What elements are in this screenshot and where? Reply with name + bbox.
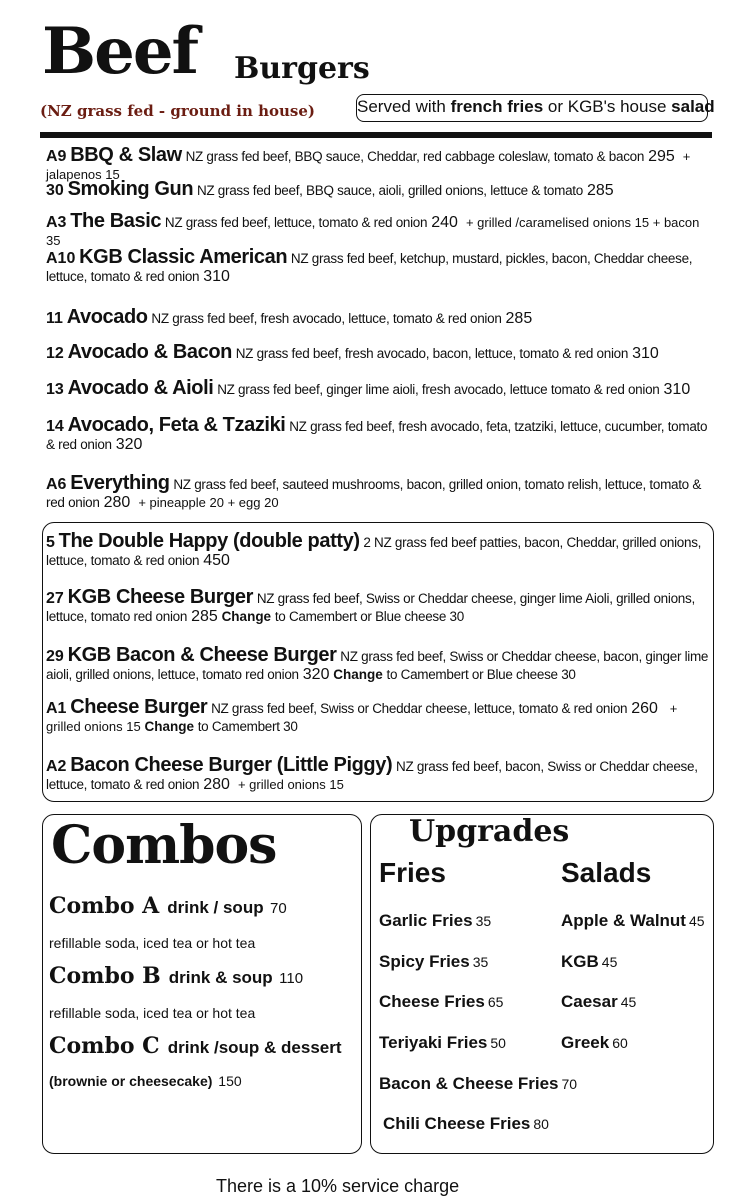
subtitle-grass-fed: (NZ grass fed - ground in house) <box>40 102 316 120</box>
burger-item: 29 KGB Bacon & Cheese Burger NZ grass fed beef, Swiss or Cheddar cheese, bacon, ginger lime aioli, grilled onions, lettuce, tomato red onion 320 Change to Camembert or Blue cheese 30 <box>46 644 709 683</box>
header-divider <box>40 132 712 138</box>
burger-item: A6 Everything NZ grass fed beef, sauteed mushrooms, bacon, grilled onion, tomato relish, lettuce, tomato & red onion 280 + pineapple 20 + egg 20 <box>46 472 702 511</box>
fries-item: Teriyaki Fries 50 <box>379 1033 506 1052</box>
salad-item: Greek 60 <box>561 1033 628 1052</box>
fries-item: Spicy Fries 35 <box>379 952 489 971</box>
salad-item: Apple & Walnut 45 <box>561 911 705 930</box>
combo-item: Combo C drink /soup & dessert <box>49 1033 342 1059</box>
combo-note: refillable soda, iced tea or hot tea <box>49 935 256 951</box>
combos-box <box>42 814 362 1154</box>
burger-item: A3 The Basic NZ grass fed beef, lettuce, tomato & red onion 240 + grilled /caramelised onions 15 + bacon 35 <box>46 210 700 248</box>
burger-item: 12 Avocado & Bacon NZ grass fed beef, fresh avocado, bacon, lettuce, tomato & red onion 310 <box>46 341 659 363</box>
fries-heading: Fries <box>379 857 446 888</box>
burger-item: A9 BBQ & Slaw NZ grass fed beef, BBQ sauce, Cheddar, red cabbage coleslaw, tomato & bacon 295 + jalapenos 15 <box>46 144 691 182</box>
burger-item: 5 The Double Happy (double patty) 2 NZ grass fed beef patties, bacon, Cheddar, grilled onions, lettuce, tomato & red onion 450 <box>46 530 702 569</box>
burger-item: A10 KGB Classic American NZ grass fed beef, ketchup, mustard, pickles, bacon, Cheddar cheese, lettuce, tomato & red onion 310 <box>46 246 693 285</box>
service-charge-note: There is a 10% service charge <box>216 1176 460 1196</box>
fries-item: Chili Cheese Fries 80 <box>383 1114 549 1133</box>
burger-item: 27 KGB Cheese Burger NZ grass fed beef, Swiss or Cheddar cheese, ginger lime Aioli, grilled onions, lettuce, tomato red onion 285 Change to Camembert or Blue cheese 30 <box>46 586 695 625</box>
burger-item: 30 Smoking Gun NZ grass fed beef, BBQ sauce, aioli, grilled onions, lettuce & tomato 285 <box>46 178 614 200</box>
salad-item: Caesar 45 <box>561 992 637 1011</box>
served-with-note: Served with french fries or KGB's house salad <box>356 94 708 122</box>
title-beef: Beef <box>42 14 198 89</box>
combo-item: Combo B drink & soup 110 <box>49 963 304 989</box>
combo-note: (brownie or cheesecake) 150 <box>49 1073 242 1089</box>
burger-item: 11 Avocado NZ grass fed beef, fresh avocado, lettuce, tomato & red onion 285 <box>46 306 533 328</box>
burger-item: 13 Avocado & Aioli NZ grass fed beef, ginger lime aioli, fresh avocado, lettuce tomato & red onion 310 <box>46 377 691 399</box>
combos-title: Combos <box>51 815 277 876</box>
title-burgers: Burgers <box>234 51 370 86</box>
burger-item: 14 Avocado, Feta & Tzaziki NZ grass fed beef, fresh avocado, feta, tzatziki, lettuce, cucumber, tomato & red onion 320 <box>46 414 708 453</box>
fries-item: Cheese Fries 65 <box>379 992 504 1011</box>
fries-item: Bacon & Cheese Fries 70 <box>379 1074 578 1093</box>
salad-item: KGB 45 <box>561 952 618 971</box>
burger-item: A1 Cheese Burger NZ grass fed beef, Swiss or Cheddar cheese, lettuce, tomato & red onion 260 + grilled onions 15 Change to Camembert 30 <box>46 696 678 734</box>
burger-item: A2 Bacon Cheese Burger (Little Piggy) NZ grass fed beef, bacon, Swiss or Cheddar cheese, lettuce, tomato & red onion 280 + grilled onions 15 <box>46 754 698 793</box>
fries-item: Garlic Fries 35 <box>379 911 492 930</box>
upgrades-title: Upgrades <box>409 814 570 849</box>
upgrades-box <box>370 814 714 1154</box>
combo-note: refillable soda, iced tea or hot tea <box>49 1005 256 1021</box>
salads-heading: Salads <box>561 857 652 888</box>
combo-item: Combo A drink / soup 70 <box>49 893 287 919</box>
